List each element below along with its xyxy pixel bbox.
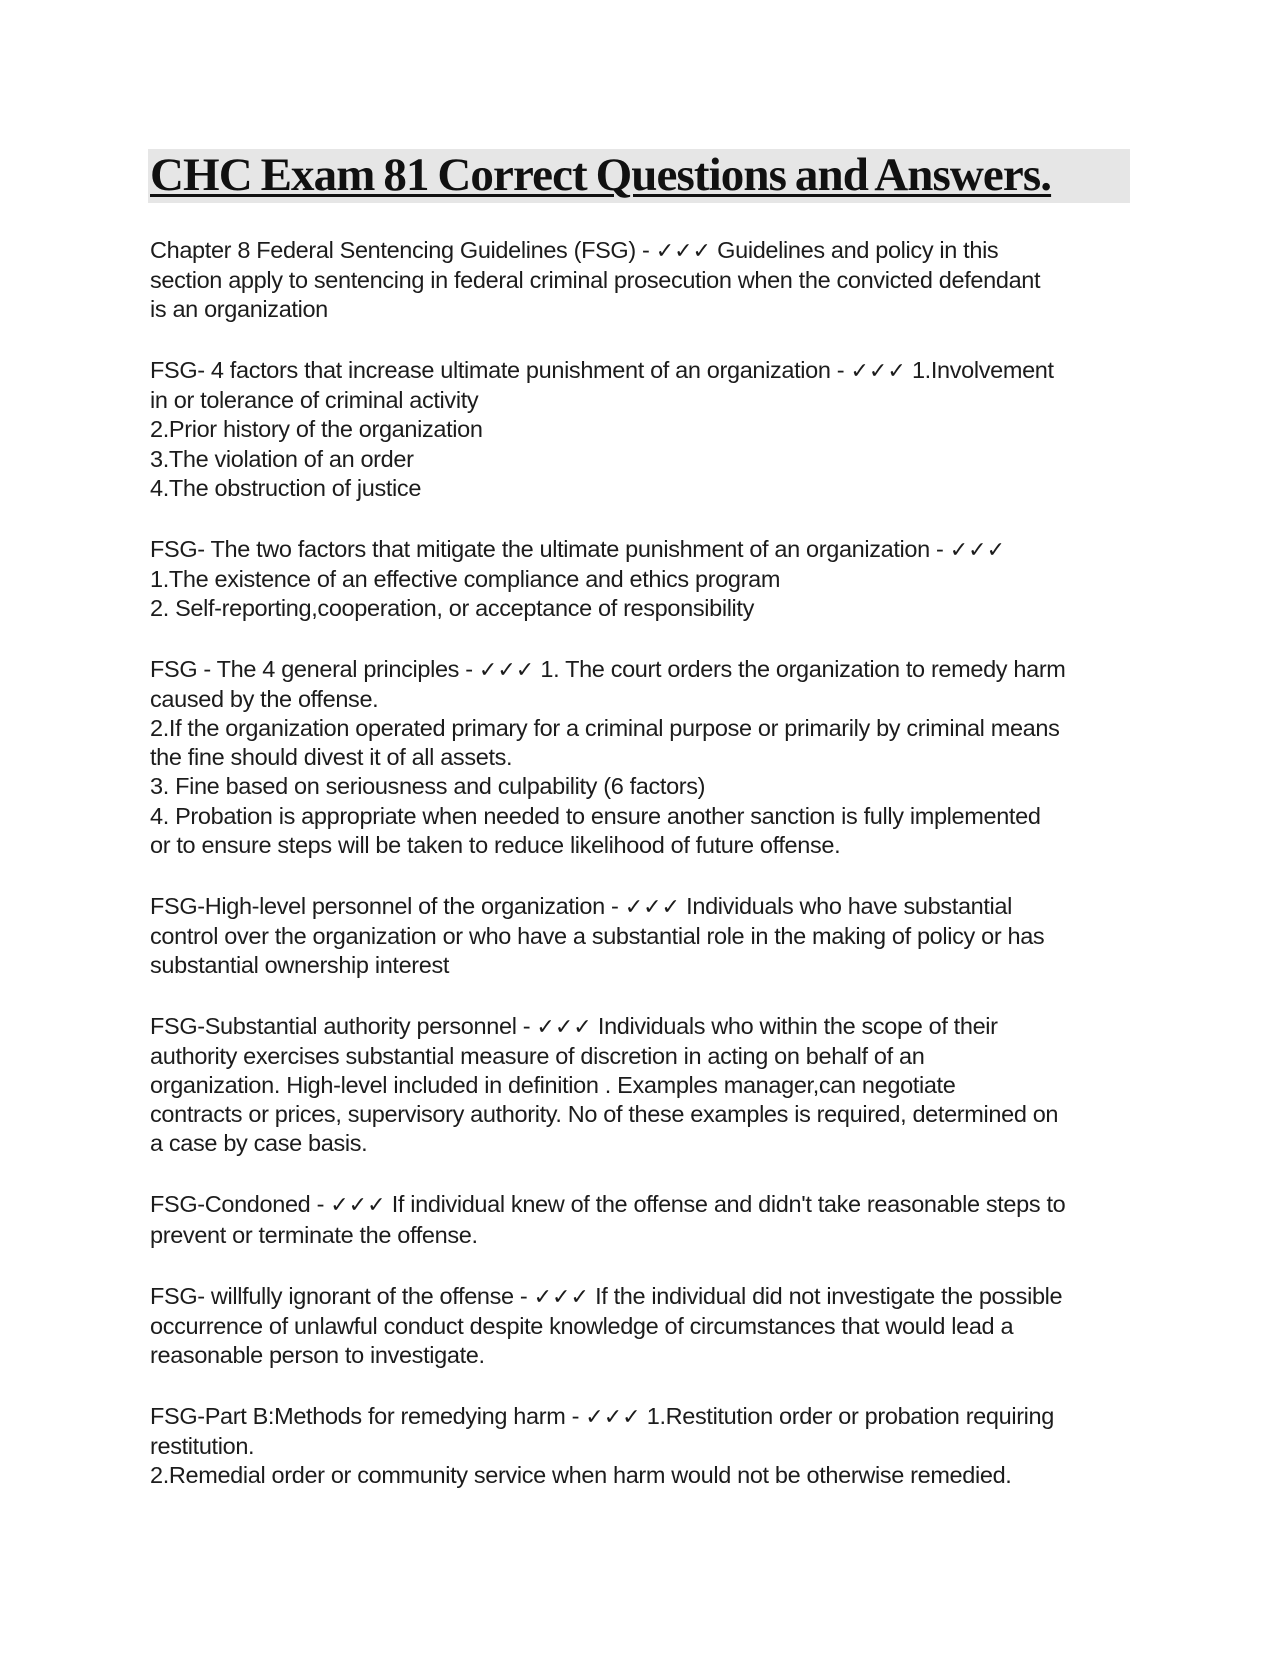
answer-line: 3.The violation of an order xyxy=(150,445,414,472)
checkmark-icon: ✓✓✓ xyxy=(585,1404,641,1430)
answer-line: 2. Self-reporting,cooperation, or acceptance of responsibility xyxy=(150,594,755,621)
answer-text: If the individual did not investigate the possible xyxy=(588,1282,1063,1309)
question-text: FSG-Condoned - xyxy=(150,1191,331,1218)
answer-line: caused by the offense. xyxy=(150,686,379,713)
qa-entry xyxy=(150,356,1140,502)
answer-line: in or tolerance of criminal activity xyxy=(150,387,479,414)
question-line xyxy=(150,892,1140,922)
answer-line: 2.Remedial order or community service when harm would not be otherwise remedied. xyxy=(150,1462,1012,1489)
checkmark-icon: ✓✓✓ xyxy=(330,1193,386,1219)
qa-entry xyxy=(150,1402,1140,1490)
qa-entry xyxy=(150,1012,1140,1158)
answer-line: organization. High-level included in definition . Examples manager,can negotiate xyxy=(150,1072,956,1099)
answer-line: 2.If the organization operated primary for a criminal purpose or primarily by criminal means xyxy=(150,715,1060,742)
answer-line: 3. Fine based on seriousness and culpability (6 factors) xyxy=(150,773,706,800)
question-text: FSG-Substantial authority personnel - xyxy=(150,1012,537,1039)
checkmark-icon: ✓✓✓ xyxy=(949,537,1006,563)
document-title: CHC Exam 81 Correct Questions and Answers. xyxy=(150,149,1052,201)
answer-line: 2.Prior history of the organization xyxy=(150,416,483,443)
qa-entry xyxy=(150,236,1140,324)
checkmark-icon: ✓✓✓ xyxy=(478,658,535,684)
answer-line: occurrence of unlawful conduct despite knowledge of circumstances that would lead a xyxy=(150,1312,1014,1339)
checkmark-icon: ✓✓✓ xyxy=(533,1284,589,1310)
answer-text: Guidelines and policy in this xyxy=(711,237,999,263)
question-text: FSG-High-level personnel of the organization - xyxy=(150,892,625,919)
answer-line: 4. Probation is appropriate when needed to ensure another sanction is fully implemented xyxy=(150,802,1041,829)
question-text: FSG - The 4 general principles - xyxy=(150,656,479,683)
question-text: FSG- The two factors that mitigate the ultimate punishment of an organization - xyxy=(150,535,950,562)
question-line xyxy=(150,1012,1140,1042)
qa-entry xyxy=(150,1190,1140,1249)
answer-line: 4.The obstruction of justice xyxy=(150,474,422,501)
qa-entry xyxy=(150,535,1140,623)
qa-entry xyxy=(150,655,1140,860)
answer-line: substantial ownership interest xyxy=(150,951,450,978)
question-text: FSG- willfully ignorant of the offense - xyxy=(150,1282,534,1309)
question-line xyxy=(150,236,1140,266)
answer-line: prevent or terminate the offense. xyxy=(150,1221,478,1248)
question-line xyxy=(150,535,1140,565)
answer-line: 1.The existence of an effective compliance and ethics program xyxy=(150,565,781,592)
answer-line: a case by case basis. xyxy=(150,1130,368,1157)
answer-text: If individual knew of the offense and didn't take reasonable steps to xyxy=(385,1191,1066,1218)
answer-line: authority exercises substantial measure of discretion in acting on behalf of an xyxy=(150,1043,925,1070)
question-text: Chapter 8 Federal Sentencing Guidelines (FSG) - xyxy=(150,237,656,263)
question-line xyxy=(150,1282,1140,1312)
answer-line: contracts or prices, supervisory authority. No of these examples is required, determined on xyxy=(150,1101,1059,1128)
answer-line: section apply to sentencing in federal criminal prosecution when the convicted defendant xyxy=(150,267,1041,294)
qa-entry xyxy=(150,892,1140,980)
question-line xyxy=(150,1402,1140,1432)
answer-line: restitution. xyxy=(150,1433,255,1459)
answer-text: 1. The court orders the organization to remedy harm xyxy=(534,656,1066,683)
qa-list xyxy=(150,236,1140,1522)
answer-text: 1.Involvement xyxy=(905,357,1054,384)
answer-line: or to ensure steps will be taken to reduce likelihood of future offense. xyxy=(150,831,841,858)
checkmark-icon: ✓✓✓ xyxy=(624,894,680,920)
answer-text: Individuals who within the scope of their xyxy=(591,1012,998,1039)
answer-line: reasonable person to investigate. xyxy=(150,1341,485,1368)
answer-line: is an organization xyxy=(150,296,328,323)
question-line xyxy=(150,356,1140,386)
answer-line: control over the organization or who have a substantial role in the making of policy or has xyxy=(150,922,1045,949)
checkmark-icon: ✓✓✓ xyxy=(850,359,906,385)
question-line xyxy=(150,1190,1140,1220)
qa-entry xyxy=(150,1282,1140,1370)
checkmark-icon: ✓✓✓ xyxy=(536,1014,592,1040)
answer-text: Individuals who have substantial xyxy=(680,892,1013,919)
question-line xyxy=(150,655,1140,685)
question-text: FSG-Part B:Methods for remedying harm - xyxy=(150,1402,586,1429)
answer-line: the fine should divest it of all assets. xyxy=(150,744,513,771)
question-text: FSG- 4 factors that increase ultimate punishment of an organization - xyxy=(150,357,851,384)
checkmark-icon: ✓✓✓ xyxy=(655,239,711,264)
answer-text: 1.Restitution order or probation requiring xyxy=(640,1402,1054,1429)
